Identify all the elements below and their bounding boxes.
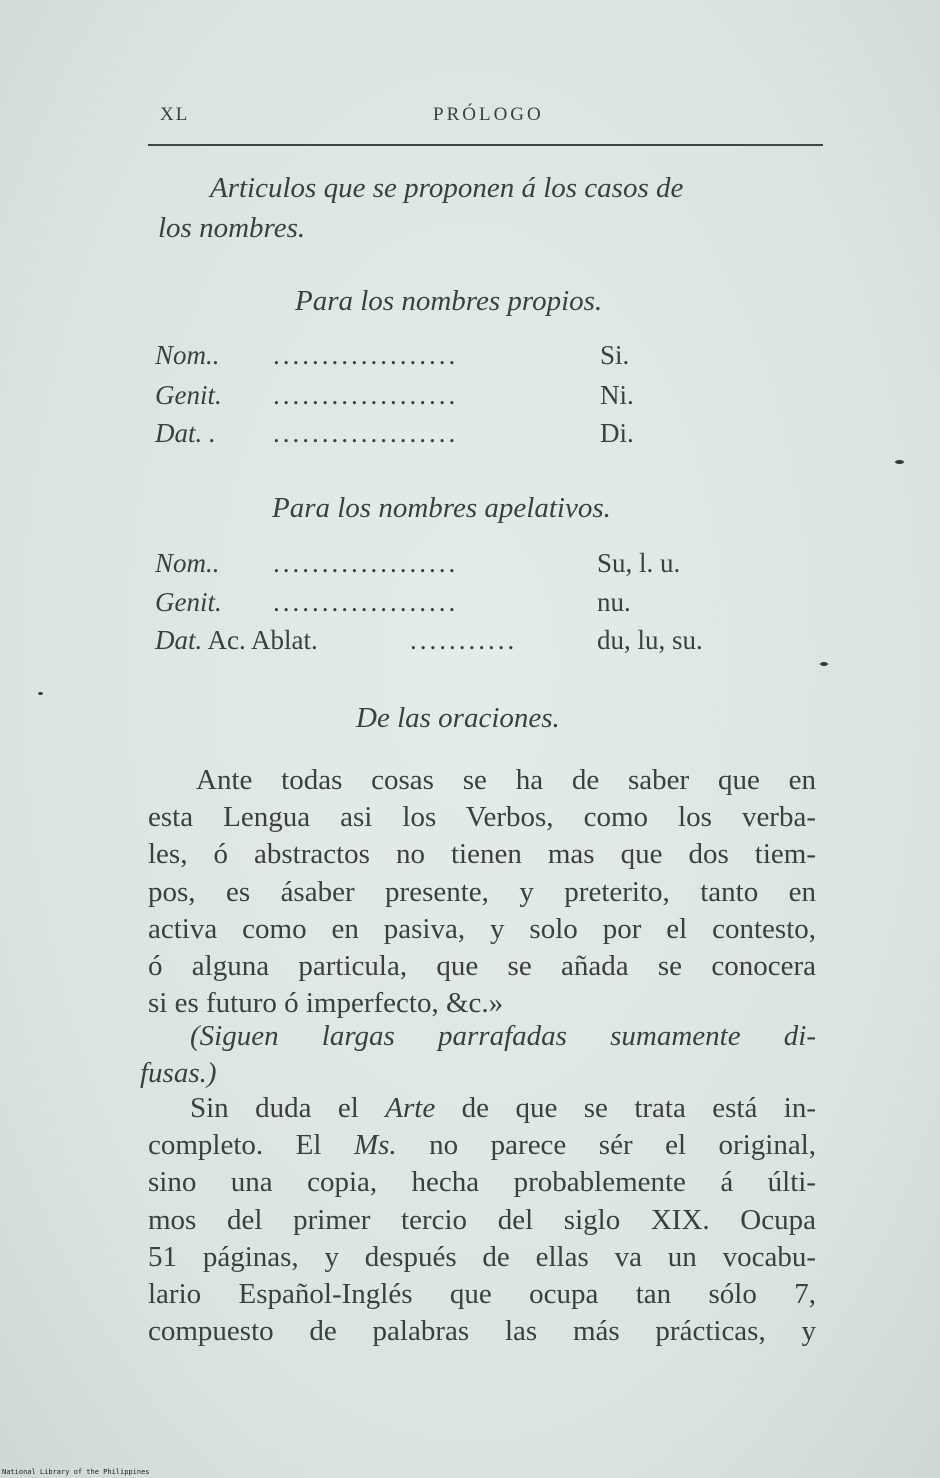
- case-label: Genit.: [155, 380, 222, 410]
- case-row-dat-apelativos: [155, 625, 755, 661]
- leader-dots: ...................: [273, 548, 459, 578]
- case-label: Nom..: [155, 548, 220, 578]
- case-row-nom-apelativos: [155, 548, 755, 584]
- section-title-oraciones: De las oraciones.: [356, 702, 560, 734]
- case-value: Su, l. u.: [597, 548, 681, 578]
- intro-line-1: Articulos que se proponen á los casos de: [210, 172, 684, 204]
- case-label: Genit.: [155, 587, 222, 617]
- intro-line-2: los nombres.: [158, 212, 306, 244]
- text-segment-italic: Ms.: [353, 1129, 397, 1162]
- text-line: compuesto de palabras las más prácticas, y: [148, 1315, 816, 1348]
- leader-dots: ...................: [273, 418, 459, 448]
- leader-dots: ...................: [273, 340, 459, 370]
- text-line: mos del primer tercio del siglo XIX. Ocupa: [148, 1203, 816, 1236]
- case-label: Dat. .: [155, 418, 216, 448]
- paragraph-arte: [148, 1090, 816, 1350]
- case-row-genit-apelativos: [155, 587, 755, 623]
- text-line: fusas.): [140, 1057, 217, 1090]
- case-row-genit-propios: [155, 380, 755, 416]
- text-segment: completo. El: [148, 1129, 354, 1162]
- case-label-italic: Dat.: [155, 625, 203, 655]
- print-speck: [38, 692, 43, 695]
- header-rule: [148, 144, 823, 146]
- running-title: PRÓLOGO: [433, 104, 544, 125]
- print-speck: [820, 662, 828, 666]
- text-line: esta Lengua asi los Verbos, como los verba-: [148, 801, 816, 834]
- section-title-propios: Para los nombres propios.: [295, 285, 603, 317]
- paragraph-oraciones: [148, 762, 816, 1022]
- text-line: sino una copia, hecha probablemente á últi-: [148, 1166, 816, 1199]
- case-label: [155, 625, 318, 656]
- paragraph-note: [140, 1018, 816, 1092]
- case-value: Ni.: [600, 380, 634, 410]
- section-title-apelativos: Para los nombres apelativos.: [272, 492, 611, 524]
- leader-dots: ...........: [410, 625, 518, 655]
- case-value: du, lu, su.: [597, 625, 703, 655]
- case-value: Di.: [600, 418, 634, 448]
- text-line: Ante todas cosas se ha de saber que en: [196, 764, 816, 796]
- text-segment-italic: Arte: [385, 1092, 436, 1124]
- text-line: [148, 1127, 816, 1164]
- text-line: lario Español-Inglés que ocupa tan sólo 7,: [148, 1277, 816, 1310]
- case-label: Nom..: [155, 340, 220, 370]
- page-header: [148, 100, 823, 130]
- text-line: 51 páginas, y después de ellas va un vocabu-: [148, 1240, 816, 1273]
- text-line: [148, 1090, 816, 1127]
- text-line: les, ó abstractos no tienen mas que dos tiem-: [148, 838, 816, 871]
- case-row-nom-propios: [155, 340, 755, 376]
- text-segment: Sin duda el: [190, 1092, 386, 1124]
- print-speck: [895, 460, 904, 464]
- page-folio: XL: [160, 104, 190, 125]
- text-line: (Siguen largas parrafadas sumamente di-: [190, 1020, 816, 1052]
- text-segment: de que se trata está in-: [435, 1092, 816, 1124]
- case-value: Si.: [600, 340, 630, 370]
- text-line: activa como en pasiva, y solo por el contesto,: [148, 912, 816, 945]
- text-segment: no parece sér el original,: [396, 1129, 817, 1162]
- text-line: si es futuro ó imperfecto, &c.»: [148, 987, 504, 1020]
- text-line: ó alguna particula, que se añada se conocera: [148, 949, 816, 982]
- case-value: nu.: [597, 587, 631, 617]
- text-line: pos, es ásaber presente, y preterito, tanto en: [148, 875, 816, 908]
- leader-dots: ...................: [273, 587, 459, 617]
- library-credit: National Library of the Philippines: [2, 1468, 150, 1476]
- case-row-dat-propios: [155, 418, 755, 454]
- case-label-rest: Ac. Ablat.: [202, 625, 318, 655]
- leader-dots: ...................: [273, 380, 459, 410]
